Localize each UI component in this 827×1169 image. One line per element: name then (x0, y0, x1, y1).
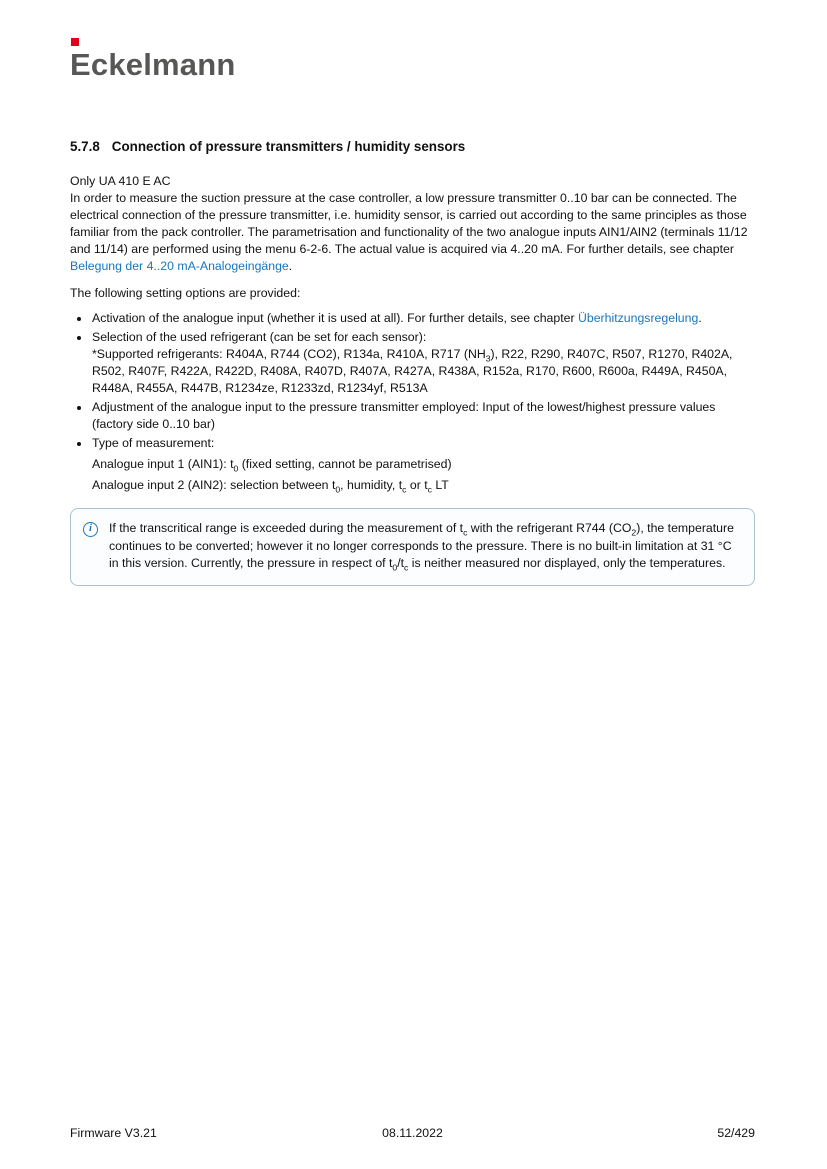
text-segment: with the refrigerant R744 (CO (467, 521, 632, 535)
text-segment: Adjustment of the analogue input to the pressure transmitter employed: Input of the lowest/highest pressure values (factory side 0..10 bar) (92, 400, 716, 431)
text-line (92, 399, 755, 433)
info-note-text (109, 520, 738, 573)
subscript-text: 0 (392, 562, 398, 573)
text-segment: is neither measured nor displayed, only the temperatures. (408, 556, 726, 570)
subscript-text: 2 (631, 527, 637, 538)
options-list (70, 310, 755, 494)
subscript-text: c (402, 484, 407, 495)
text-segment: Only UA 410 E AC (70, 174, 171, 188)
paragraph-options-lead (70, 285, 755, 302)
paragraph-intro (70, 190, 755, 275)
text-segment: ), R22, R290, R407C, R507, R1270, R402A, R502, R407F, R422A, R422D, R408A, R407D, R407A, R427A, R438A, R152a, R170, R600, R600a, R449A, R450A, R448A, R455A, R447B, R1234ze, R1233zd, R1234yf, R513A (92, 347, 733, 395)
bullet-activation (91, 310, 755, 327)
info-icon: i (83, 522, 98, 537)
section-number: 5.7.8 (70, 139, 100, 154)
text-line (92, 346, 755, 397)
text-segment: Analogue input 1 (AIN1): t (92, 457, 234, 471)
text-segment: LT (431, 478, 449, 492)
text-line (70, 285, 755, 302)
subscript-text: c (404, 562, 409, 573)
text-line (109, 520, 738, 573)
text-line (92, 435, 755, 452)
text-line (92, 477, 755, 494)
section-title: Connection of pressure transmitters / humidity sensors (111, 139, 466, 154)
text-segment: Analogue input 2 (AIN2): selection between t (92, 478, 336, 492)
text-line (92, 456, 755, 473)
bullet-refrigerant-selection (91, 329, 755, 397)
text-line (92, 329, 755, 346)
subscript-text: 3 (485, 353, 491, 364)
text-segment: . (288, 259, 293, 273)
subscript-text: c (463, 527, 468, 538)
text-line (70, 173, 755, 190)
logo-red-square-icon (71, 38, 79, 46)
text-segment: *Supported refrigerants: R404A, R744 (CO2), R134a, R410A, R717 (NH (92, 347, 486, 361)
text-segment: . (698, 311, 702, 325)
page-footer (70, 1126, 755, 1141)
logo-text: Eckelmann (70, 47, 236, 82)
bullet-type-of-measurement (91, 435, 755, 494)
text-segment: In order to measure the suction pressure at the case controller, a low pressure transmitter 0..10 bar can be connected. The electrical connection of the pressure transmitter, i.e. humidity sensor, is carried out according to the same principles as those familiar from the pack controller. The parametrisation and functionality of the two analogue inputs AIN1/AIN2 (terminals 11/12 and 11/14) are performed using the menu 6-2-6. The actual value is acquired via 4..20 mA. For further details, see chapter (70, 191, 748, 256)
text-segment: or t (406, 478, 428, 492)
footer-page-number: 52/429 (717, 1126, 755, 1140)
section-heading (70, 138, 755, 155)
footer-date: 08.11.2022 (382, 1126, 443, 1140)
text-segment: Activation of the analogue input (whether it is used at all). For further details, see chapter (92, 311, 578, 325)
subscript-text: 0 (233, 463, 239, 474)
text-segment: If the transcritical range is exceeded during the measurement of t (109, 521, 464, 535)
info-note-box (70, 508, 755, 586)
chapter-link[interactable]: Überhitzungsregelung (578, 311, 699, 325)
bullet-adjustment (91, 399, 755, 433)
text-line (92, 310, 755, 327)
paragraph-only-ua410 (70, 173, 755, 190)
footer-firmware-version: Firmware V3.21 (70, 1126, 157, 1140)
logo (70, 38, 236, 82)
text-segment: /t (397, 556, 405, 570)
text-segment: Type of measurement: (92, 436, 215, 450)
text-segment: , humidity, t (340, 478, 403, 492)
subscript-text: c (427, 484, 432, 495)
text-segment: ), the temperature continues to be converted; however it no longer corresponds to the pressure. There is no built-in limitation at 31 °C in this version. Currently, the pressure in respect of t (109, 521, 734, 570)
text-segment: Selection of the used refrigerant (can be set for each sensor): (92, 330, 427, 344)
text-line (70, 190, 755, 275)
subscript-text: 0 (335, 484, 341, 495)
text-segment: (fixed setting, cannot be parametrised) (238, 457, 452, 471)
text-segment: The following setting options are provided: (70, 286, 301, 300)
chapter-link[interactable]: Belegung der 4..20 mA-Analogeingänge (70, 259, 289, 273)
